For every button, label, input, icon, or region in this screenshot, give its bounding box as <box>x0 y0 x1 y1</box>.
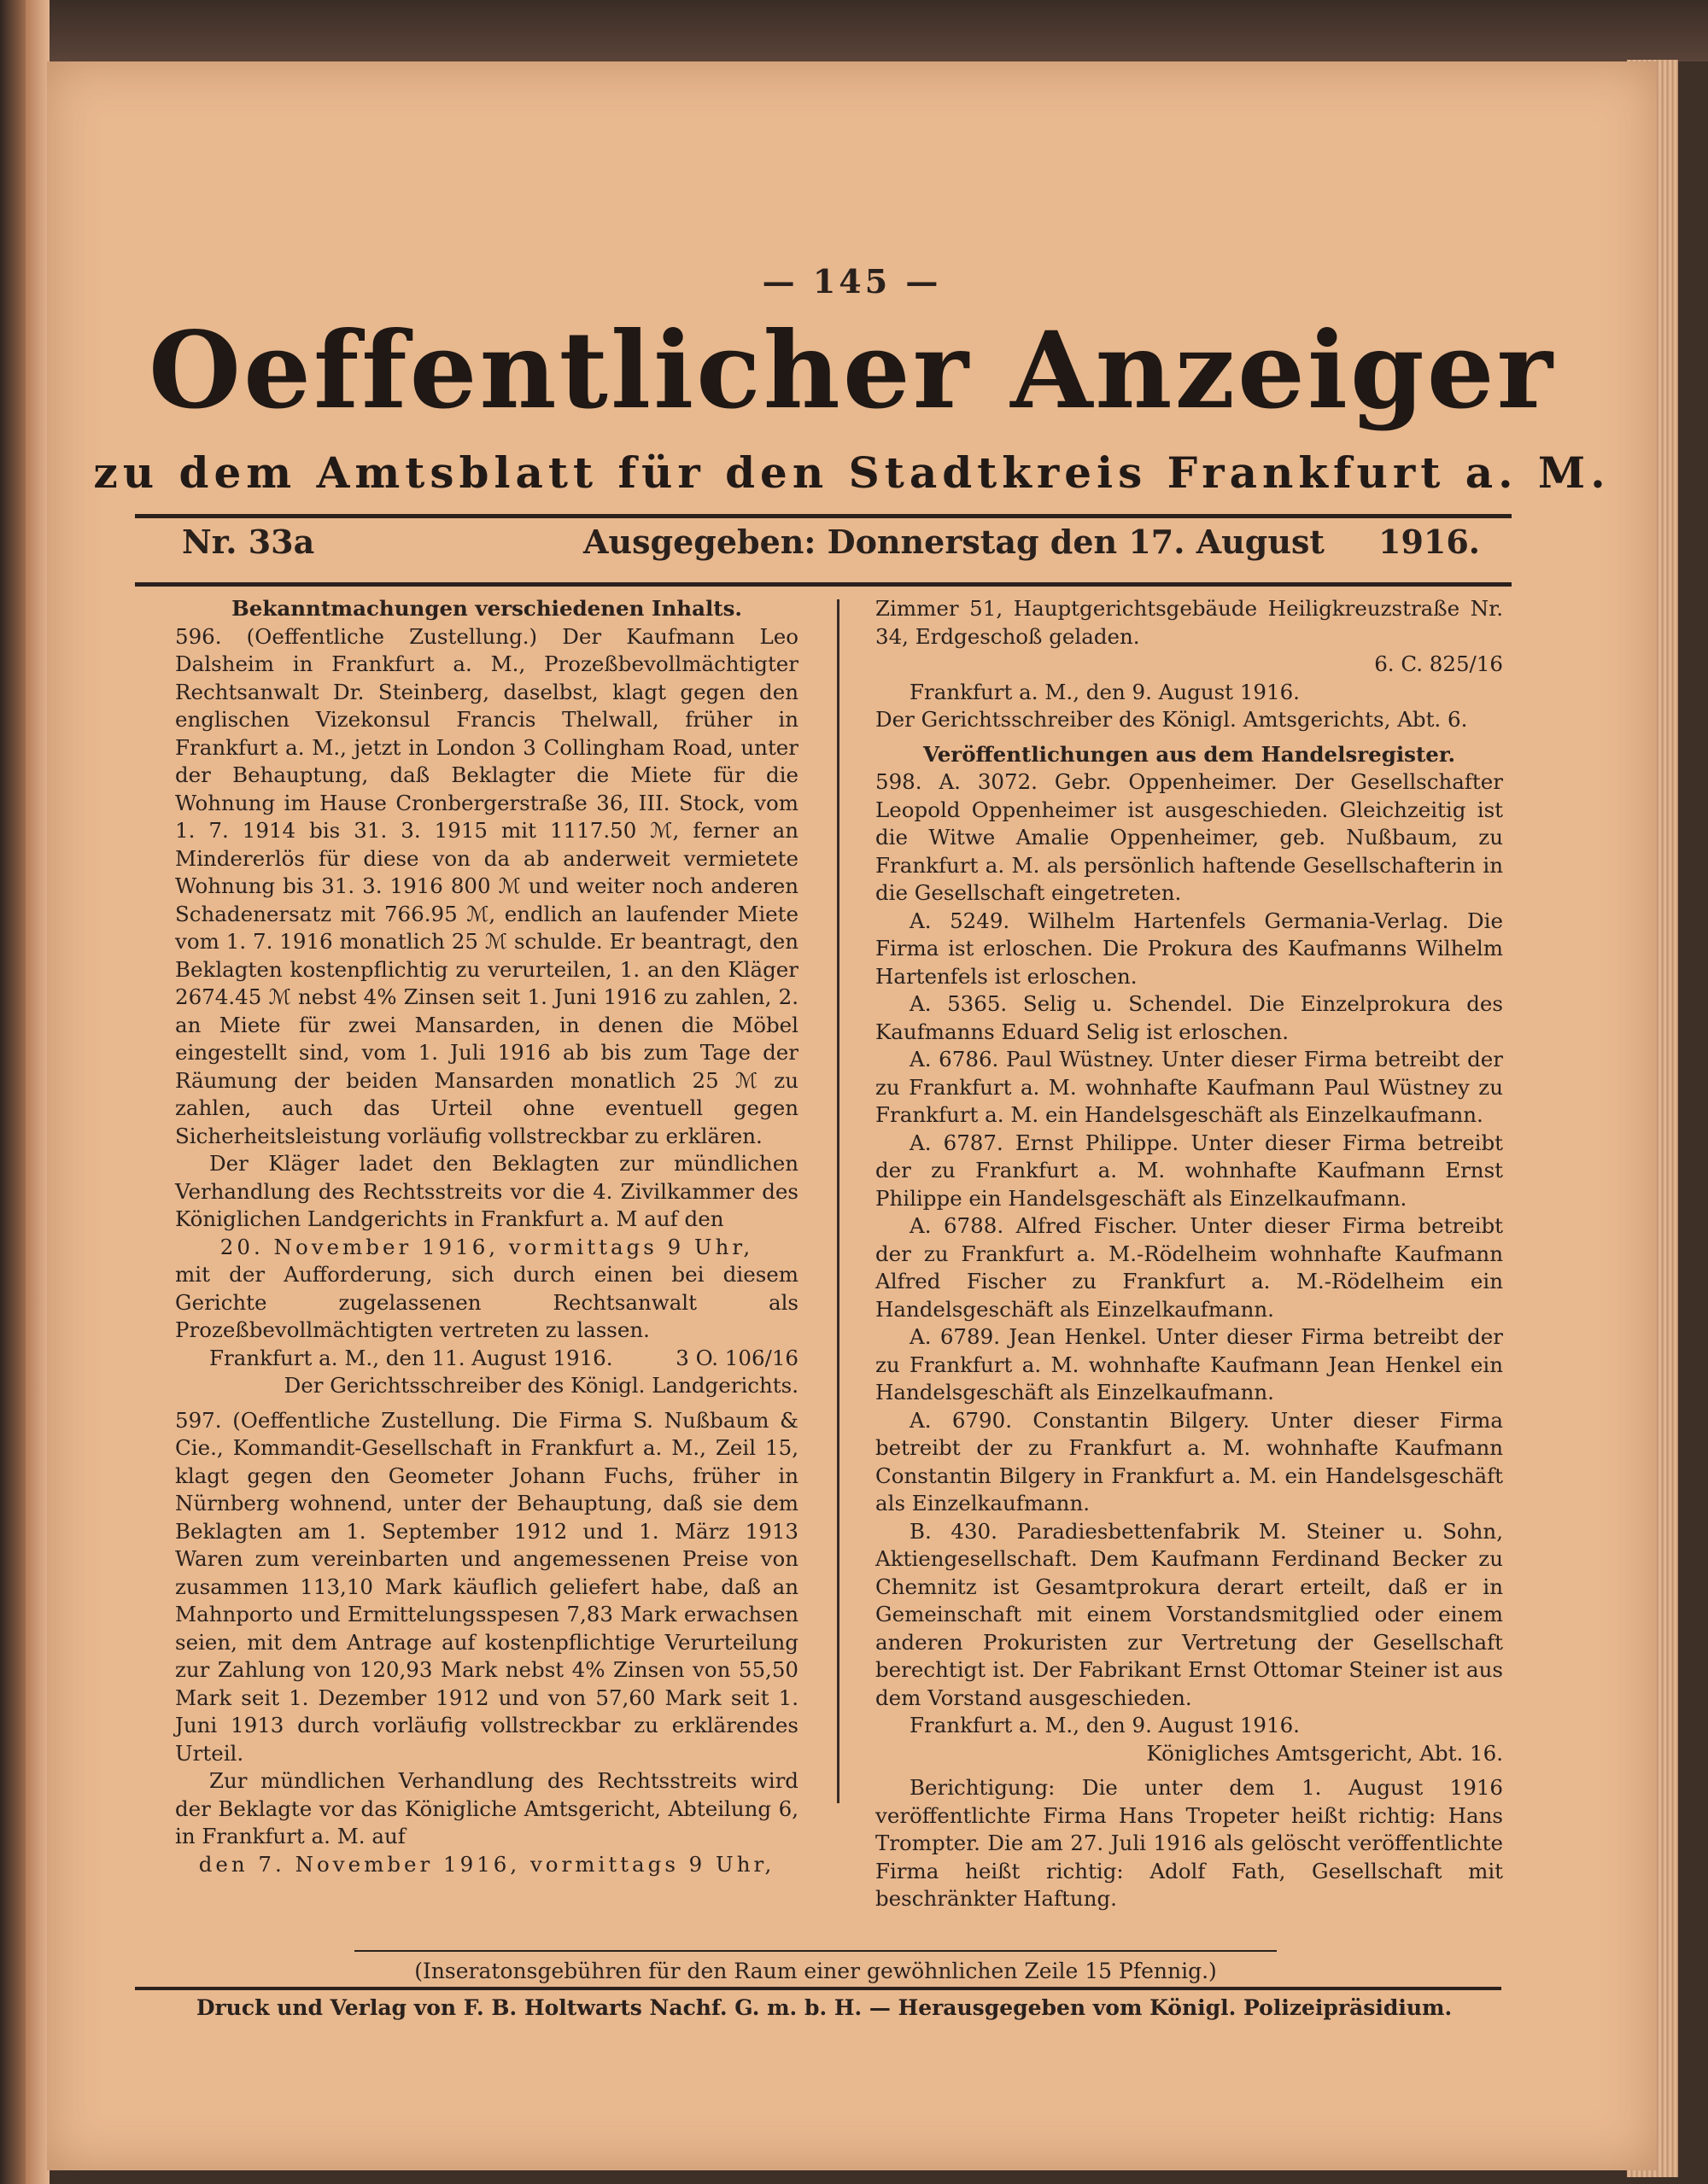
column-divider <box>837 599 839 1803</box>
previous-page-edge <box>26 0 50 2184</box>
section-heading-register: Veröffentlichungen aus dem Handelsregister. <box>922 741 1456 767</box>
footer-rule-bottom <box>135 1987 1501 1990</box>
notice-597-summons: Zur mündlichen Verhandlung des Rechtsstreits wird der Beklagte vor das Königliche Amtsgericht, Abteilung 6, in Frankfurt a. M. auf <box>175 1768 798 1848</box>
masthead-title: Oeffentlicher Anzeiger <box>149 309 1555 433</box>
notice-597-body: 597. (Oeffentliche Zustellung. Die Firma S. Nußbaum & Cie., Kommandit-Gesellschaft in Frankfurt a. M., Zeil 15, klagt gegen den Geometer Johann Fuchs, früher in Nürnberg wohnend, unter der Behauptung, daß sie dem Beklagten am 1. September 1912 und 1. März 1913 Waren zum vereinbarten und angemessenen Preise von zusammen 113,10 Mark käuflich geliefert habe, daß an Mahnporto und Ermittelungsspesen 7,83 Mark erwachsen seien, mit dem Antrage auf kostenpflichtige Verurteilung zur Zahlung von 120,93 Mark nebst 4% Zinsen von 55,50 Mark seit 1. Dezember 1912 und von 57,60 Mark seit 1. Juni 1913 durch vorläufig vollstreckbar zu erklärendes Urteil. <box>175 1407 798 1766</box>
header-rule-bottom <box>135 582 1512 587</box>
register-entry: A. 6788. Alfred Fischer. Unter dieser Firma betreibt der zu Frankfurt a. M.-Rödelheim wohnhafte Kaufmann Alfred Fischer zu Frankfurt a. M.-Rödelheim ein Handelsgeschäft als Einzelkaufmann. <box>875 1213 1503 1322</box>
register-entry: 598. A. 3072. Gebr. Oppenheimer. Der Gesellschafter Leopold Oppenheimer ist ausgeschieden. Gleichzeitig ist die Witwe Amalie Oppenheimer, geb. Nußbaum, zu Frankfurt a. M. als persönlich haftende Gesellschafterin in die Gesellschaft eingetreten. <box>875 769 1503 905</box>
imprint: Druck und Verlag von F. B. Holtwarts Nachf. G. m. b. H. — Herausgegeben vom Königl. Polizeipräsidium. <box>196 1995 1453 2020</box>
right-column <box>875 595 1503 1913</box>
register-entry: B. 430. Paradiesbettenfabrik M. Steiner u. Sohn, Aktiengesellschaft. Dem Kaufmann Ferdinand Becker zu Chemnitz ist Gesamtprokura derart erteilt, daß er in Gemeinschaft mit einem Vorstandsmitglied oder einem anderen Prokuristen zur Vertretung der Gesellschaft berechtigt ist. Der Fabrikant Ernst Ottomar Steiner ist aus dem Vorstand ausgeschieden. <box>875 1518 1503 1710</box>
newspaper-page <box>47 61 1657 2170</box>
register-entry: A. 6787. Ernst Philippe. Unter dieser Firma betreibt der zu Frankfurt a. M. wohnhafte Kaufmann Ernst Philippe ein Handelsgeschäft als Einzelkaufmann. <box>875 1130 1503 1211</box>
continuation-reference: 6. C. 825/16 <box>1374 651 1503 676</box>
continuation-signature: Der Gerichtsschreiber des Königl. Amtsgerichts, Abt. 6. <box>875 707 1468 732</box>
notice-596-place-line <box>175 1345 798 1373</box>
book-top-edge <box>0 0 1708 61</box>
masthead-subtitle: zu dem Amtsblatt für den Stadtkreis Frankfurt a. M. <box>93 447 1611 498</box>
section-heading-announcements: Bekanntmachungen verschiedenen Inhalts. <box>231 596 742 621</box>
footer-rule-top <box>354 1950 1277 1952</box>
continuation-place-date: Frankfurt a. M., den 9. August 1916. <box>910 679 1300 704</box>
notice-596-request: mit der Aufforderung, sich durch einen bei diesem Gerichte zugelassenen Rechtsanwalt als Prozeßbevollmächtigten vertreten zu lassen. <box>175 1262 798 1342</box>
issue-info-bar <box>182 523 1480 567</box>
header-rule-top <box>135 514 1512 518</box>
issue-number: Nr. 33a <box>182 523 315 561</box>
notice-596-signature: Der Gerichtsschreiber des Königl. Landgerichts. <box>284 1373 798 1398</box>
notice-596-date: 20. November 1916, vormittags 9 Uhr, <box>219 1234 754 1259</box>
notice-597-date: den 7. November 1916, vormittags 9 Uhr, <box>198 1851 775 1877</box>
register-signature: Königliches Amtsgericht, Abt. 16. <box>1146 1740 1503 1766</box>
notice-596-body: 596. (Oeffentliche Zustellung.) Der Kaufmann Leo Dalsheim in Frankfurt a. M., Prozeßbevollmächtigter Rechtsanwalt Dr. Steinberg, daselbst, klagt gegen den englischen Vizekonsul Francis Thelwall, früher in Frankfurt a. M., jetzt in London 3 Collingham Road, unter der Behauptung, daß Beklagter die Miete für die Wohnung im Hause Cronbergerstraße 36, III. Stock, vom 1. 7. 1914 bis 31. 3. 1915 mit 1117.50 ℳ, ferner an Mindererlös für diese von da ab anderweit vermietete Wohnung bis 31. 3. 1916 800 ℳ und weiter noch anderen Schadenersatz mit 766.95 ℳ, endlich an laufender Miete vom 1. 7. 1916 monatlich 25 ℳ schulde. Er beantragt, den Beklagten kostenpflichtig zu verurteilen, 1. an den Kläger 2674.45 ℳ nebst 4% Zinsen seit 1. Juni 1916 zu zahlen, 2. an Miete für zwei Mansarden, in denen die Möbel eingestellt sind, vom 1. Juli 1916 ab bis zum Tage der Räumung der beiden Mansarden monatlich 25 ℳ zu zahlen, auch das Urteil ohne eventuell gegen Sicherheitsleistung vorläufig vollstreckbar zu erklären. <box>175 623 798 1148</box>
fee-note: (Inseratonsgebühren für den Raum einer gewöhnlichen Zeile 15 Pfennig.) <box>414 1959 1217 1983</box>
notice-596-place-date: Frankfurt a. M., den 11. August 1916. <box>209 1345 613 1370</box>
correction-notice: Berichtigung: Die unter dem 1. August 1916 veröffentlichte Firma Hans Tropeter heißt richtig: Hans Trompter. Die am 27. Juli 1916 als gelöscht veröffentlichte Firma heißt richtig: Adolf Fath, Gesellschaft mit beschränkter Haftung. <box>875 1775 1503 1911</box>
notice-596-reference: 3 O. 106/16 <box>676 1345 798 1370</box>
left-column <box>175 595 798 1878</box>
register-entry: A. 5249. Wilhelm Hartenfels Germania-Verlag. Die Firma ist erloschen. Die Prokura des Kaufmanns Wilhelm Hartenfels ist erloschen. <box>875 908 1503 989</box>
register-place-date: Frankfurt a. M., den 9. August 1916. <box>910 1713 1300 1737</box>
register-entry: A. 6789. Jean Henkel. Unter dieser Firma betreibt der zu Frankfurt a. M. wohnhafte Kaufmann Jean Henkel ein Handelsgeschäft als Einzelkaufmann. <box>875 1324 1503 1404</box>
issue-year: 1916. <box>1378 523 1480 561</box>
register-entry: A. 5365. Selig u. Schendel. Die Einzelprokura des Kaufmanns Eduard Selig ist erloschen. <box>875 991 1503 1044</box>
register-entry: A. 6786. Paul Wüstney. Unter dieser Firma betreibt der zu Frankfurt a. M. wohnhafte Kaufmann Paul Wüstney zu Frankfurt a. M. ein Handelsgeschäft als Einzelkaufmann. <box>875 1047 1503 1127</box>
page-number: — 145 — <box>762 262 942 301</box>
issue-date: Ausgegeben: Donnerstag den 17. August <box>583 523 1325 561</box>
register-entry: A. 6790. Constantin Bilgery. Unter dieser Firma betreibt der zu Frankfurt a. M. wohnhafte Kaufmann Constantin Bilgery in Frankfurt a. M. ein Handelsgeschäft als Einzelkaufmann. <box>875 1407 1503 1515</box>
notice-596-summons: Der Kläger ladet den Beklagten zur mündlichen Verhandlung des Rechtsstreits vor die 4. Zivilkammer des Königlichen Landgerichts in Frankfurt a. M auf den <box>175 1151 798 1231</box>
continuation-text: Zimmer 51, Hauptgerichtsgebäude Heiligkreuzstraße Nr. 34, Erdgeschoß geladen. <box>875 596 1503 649</box>
